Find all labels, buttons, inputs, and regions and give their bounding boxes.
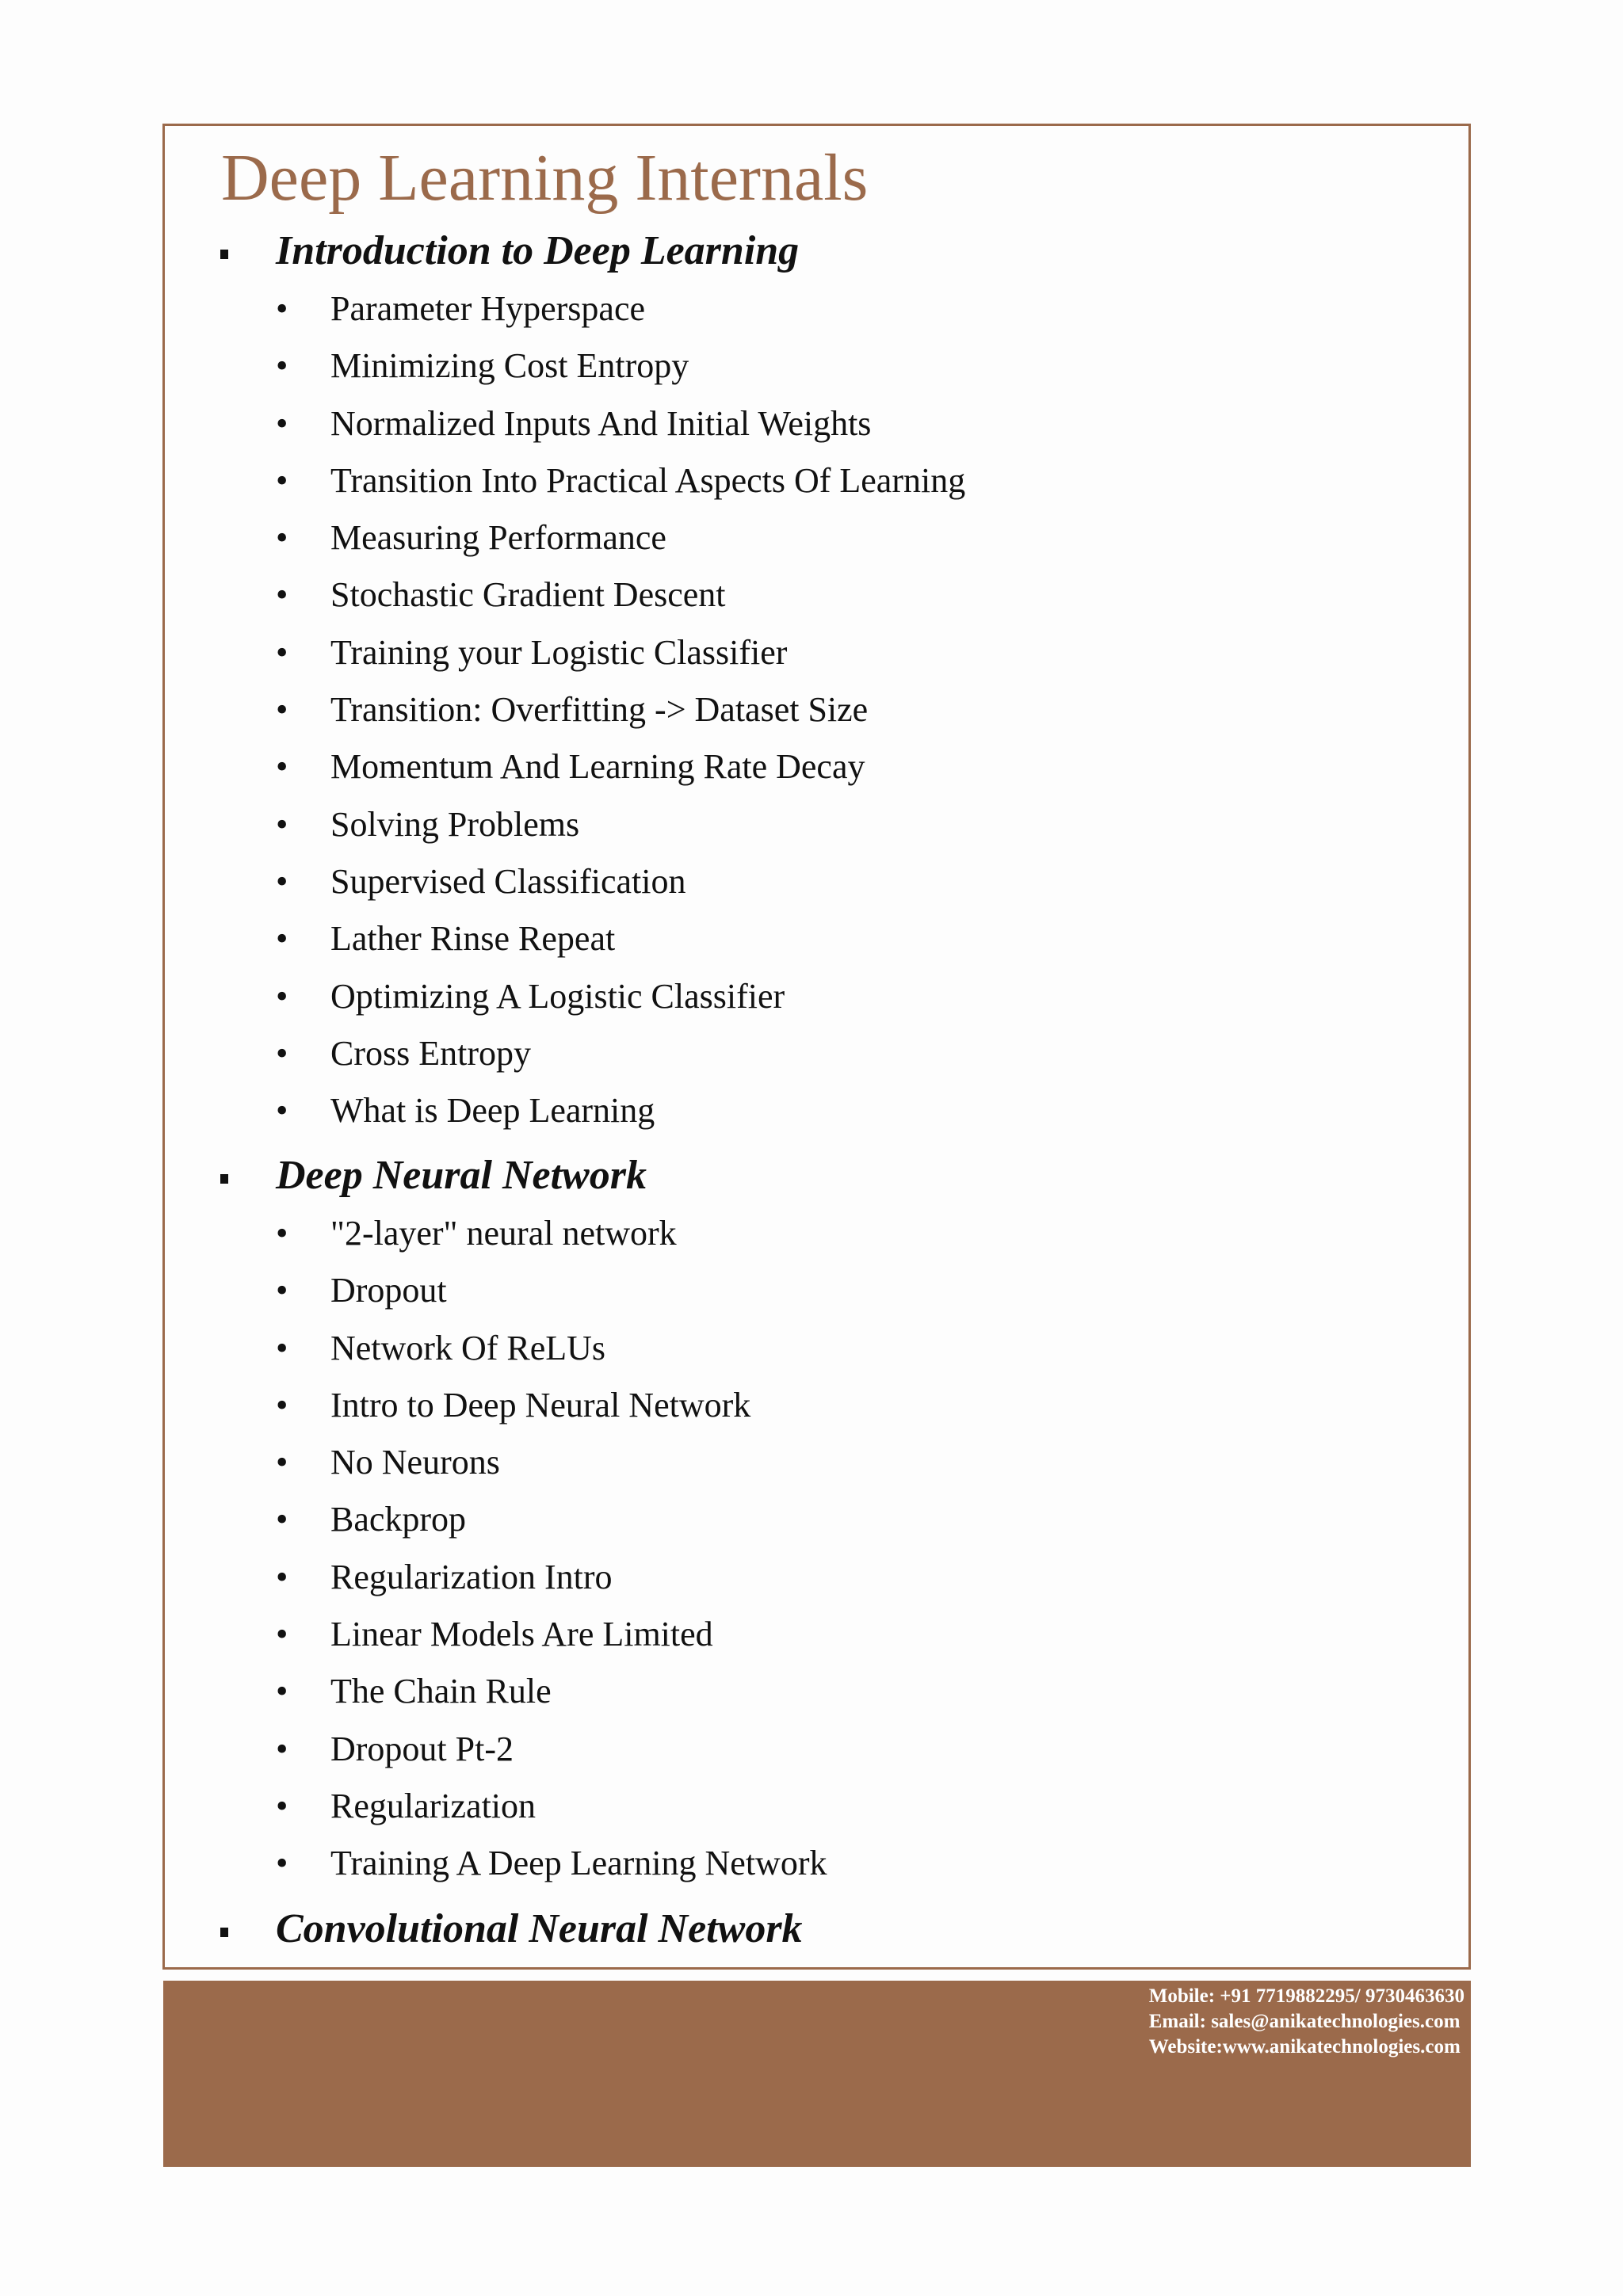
bullet-icon: • [276,1271,288,1310]
list-item-label: "2-layer" neural network [330,1214,677,1253]
bullet-icon: • [276,403,288,443]
list-item-label: Lather Rinse Repeat [330,919,616,959]
list-item-label: No Neurons [330,1443,500,1482]
bullet-icon: • [276,1844,288,1883]
bullet-icon: • [276,346,288,386]
list-item-label: Minimizing Cost Entropy [330,346,689,386]
list-item-label: Stochastic Gradient Descent [330,575,726,615]
contact-block [1149,1984,1465,2060]
list-item-label: Transition: Overfitting -> Dataset Size [330,690,869,730]
bullet-icon: • [276,1443,288,1482]
list-item-label: Linear Models Are Limited [330,1615,713,1654]
list-item-label: Training A Deep Learning Network [330,1844,827,1883]
section-title: Deep Neural Network [276,1153,647,1198]
footer-band [163,1981,1471,2167]
bullet-icon: • [276,1033,288,1073]
list-item-label: Solving Problems [330,804,580,844]
bullet-icon: • [276,460,288,500]
list-item-label: Cross Entropy [330,1033,531,1073]
bullet-icon: • [276,1672,288,1711]
list-item-label: Transition Into Practical Aspects Of Learning [330,460,966,500]
bullet-icon: • [276,1091,288,1131]
bullet-icon: • [276,976,288,1016]
contact-email: Email: sales@anikatechnologies.com [1148,2011,1461,2032]
bullet-icon: • [276,747,288,787]
bullet-icon: • [276,1328,288,1367]
list-item-label: Intro to Deep Neural Network [330,1385,751,1425]
bullet-icon: • [276,1385,288,1425]
list-item-label: What is Deep Learning [330,1091,655,1131]
bullet-icon: • [276,861,288,901]
contact-mobile: Mobile: +91 7719882295/ 9730463630 [1148,1985,1465,2007]
bullet-icon: • [276,1500,288,1539]
bullet-icon: • [276,1615,288,1654]
bullet-icon: • [276,690,288,730]
list-item-label: Supervised Classification [330,861,686,901]
list-item-label: Regularization [330,1786,537,1825]
list-item-label: Momentum And Learning Rate Decay [330,747,865,787]
bullet-icon: • [276,575,288,615]
bullet-icon: • [276,1557,288,1596]
list-item-label: Normalized Inputs And Initial Weights [330,403,872,443]
section-title: Introduction to Deep Learning [276,228,800,273]
bullet-icon: • [276,1729,288,1768]
bullet-icon: • [276,1786,288,1825]
list-item-label: Measuring Performance [330,518,666,558]
list-item-label: Regularization Intro [330,1557,613,1596]
square-bullet-icon [220,250,228,259]
list-item-label: Parameter Hyperspace [330,289,646,328]
list-item-label: The Chain Rule [330,1672,552,1711]
square-bullet-icon [220,1174,228,1184]
bullet-icon: • [276,289,288,328]
list-item-label: Network Of ReLUs [330,1328,606,1367]
list-item-label: Dropout Pt-2 [330,1729,514,1768]
list-item-label: Training your Logistic Classifier [330,632,788,672]
contact-website: Website:www.anikatechnologies.com [1148,2036,1461,2058]
bullet-icon: • [276,632,288,672]
list-item-label: Optimizing A Logistic Classifier [330,976,785,1016]
square-bullet-icon [220,1928,228,1937]
list-item-label: Dropout [330,1271,447,1310]
bullet-icon: • [276,518,288,558]
list-item-label: Backprop [330,1500,467,1539]
section-title: Convolutional Neural Network [276,1906,803,1951]
page-title: Deep Learning Internals [221,141,869,215]
bullet-icon: • [276,1214,288,1253]
bullet-icon: • [276,919,288,959]
bullet-icon: • [276,804,288,844]
